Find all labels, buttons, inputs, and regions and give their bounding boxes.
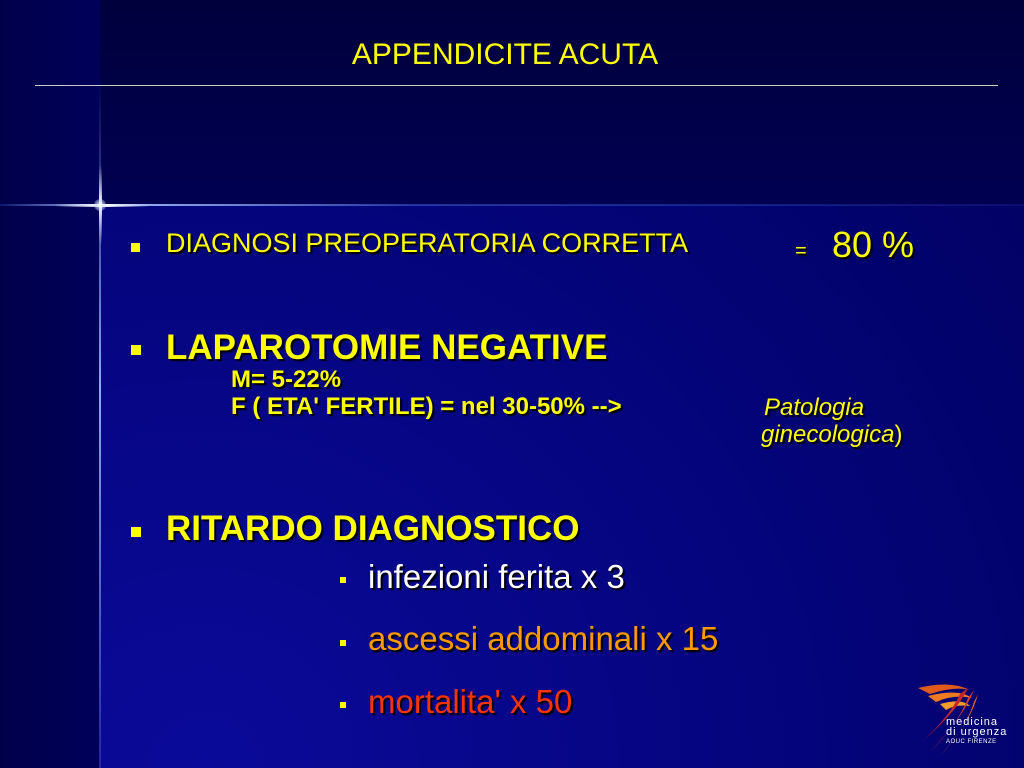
slide-title: APPENDICITE ACUTA — [351, 38, 659, 71]
left-band — [0, 0, 100, 768]
top-band — [0, 0, 1024, 205]
logo-line1: medicina — [946, 716, 999, 728]
patologia-note: Patologia — [764, 394, 865, 421]
subitem-infezioni: infezioni ferita x 3 — [368, 558, 625, 595]
bullet-laparotomie: LAPAROTOMIE NEGATIVE — [166, 328, 608, 367]
sub-bullet-square-icon — [340, 702, 346, 708]
title-divider — [35, 85, 998, 86]
horizontal-light-line — [0, 204, 1024, 206]
logo-line2: di urgenza — [946, 726, 1008, 738]
laparotomie-female-rate: F ( ETA' FERTILE) = nel 30-50% --> — [231, 393, 622, 420]
bullet-square-icon — [131, 345, 141, 355]
bullet-square-icon — [131, 243, 140, 252]
equals-sign: = — [795, 240, 807, 262]
closing-paren: ) — [894, 421, 903, 448]
sub-bullet-square-icon — [340, 640, 346, 646]
subitem-ascessi: ascessi addominali x 15 — [368, 620, 719, 657]
subitem-mortalita: mortalita' x 50 — [368, 683, 573, 720]
ginecologica-text: ginecologica — [761, 421, 895, 448]
logo-line3: AOUC FIRENZE — [946, 739, 997, 745]
sub-bullet-square-icon — [340, 577, 346, 583]
bullet-ritardo: RITARDO DIAGNOSTICO — [166, 509, 580, 548]
laparotomie-male-rate: M= 5-22% — [231, 366, 342, 393]
bullet-diagnosi: DIAGNOSI PREOPERATORIA CORRETTA — [166, 228, 689, 258]
sparkle-icon — [94, 199, 106, 211]
diagnosi-percentage: 80 % — [832, 224, 915, 265]
ginecologica-note — [761, 421, 902, 449]
logo-text — [946, 717, 1007, 747]
bullet-square-icon — [131, 527, 141, 537]
